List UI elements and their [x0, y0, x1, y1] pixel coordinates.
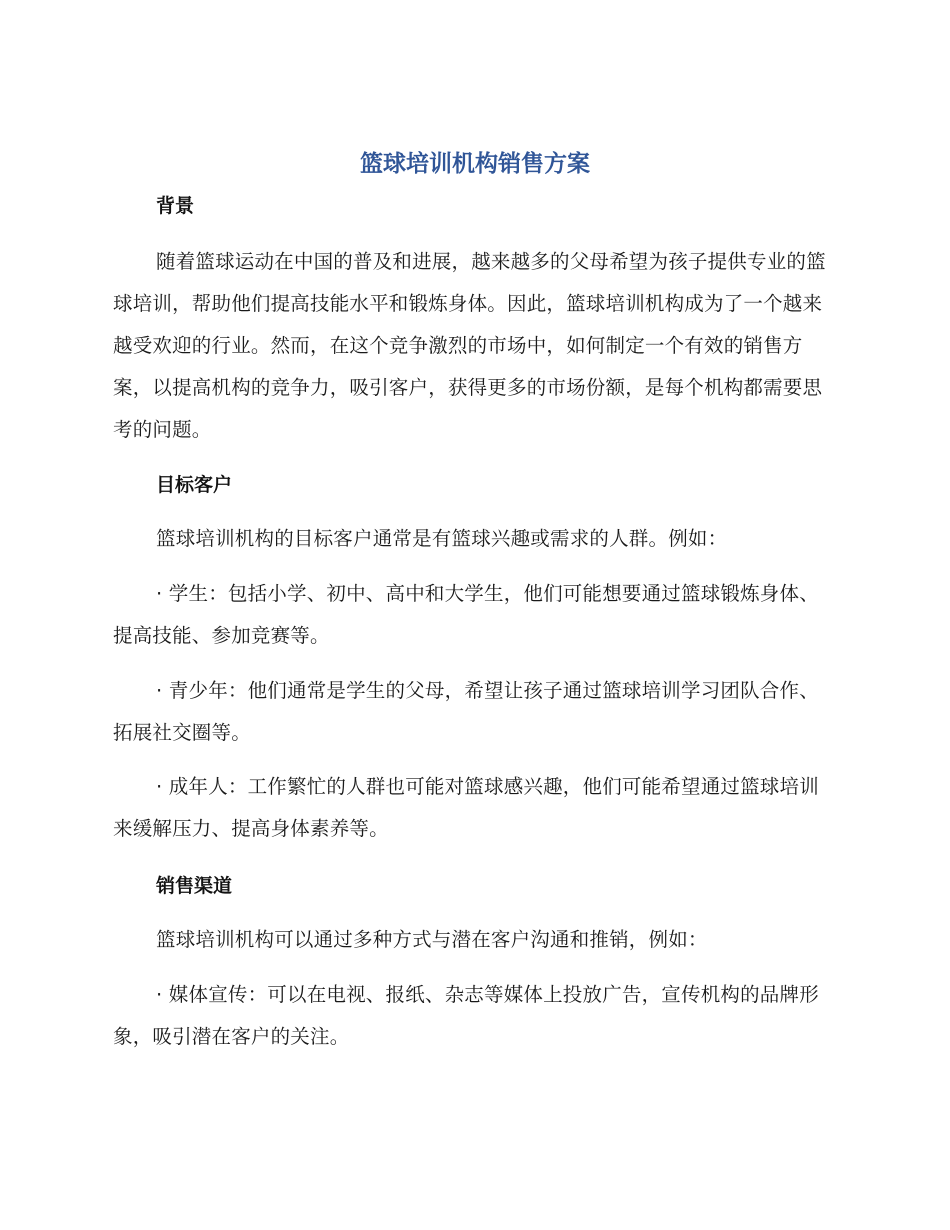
section-heading-background: 背景: [156, 195, 195, 217]
section-heading-sales-channels: 销售渠道: [156, 875, 233, 897]
section-heading-target-customers: 目标客户: [156, 474, 233, 496]
sales-channels-intro: 篮球培训机构可以通过多种方式与潜在客户沟通和推销，例如：: [156, 928, 708, 951]
document-title: 篮球培训机构销售方案: [360, 151, 590, 177]
background-paragraph: 随着篮球运动在中国的普及和进展，越来越多的父母希望为孩子提供专业的篮球培训，帮助他们提高技能水平和锻炼身体。因此，篮球培训机构成为了一个越来越受欢迎的行业。然而，在这个竞争激烈的市场中，如何制定一个有效的销售方案，以提高机构的竞争力，吸引客户，获得更多的市场份额，是每个机构都需要思考的问题。: [113, 250, 826, 441]
list-item: · 青少年：他们通常是学生的父母，希望让孩子通过篮球培训学习团队合作、拓展社交圈等。: [113, 679, 819, 744]
target-customers-intro: 篮球培训机构的目标客户通常是有篮球兴趣或需求的人群。例如：: [156, 527, 728, 550]
list-item: · 学生：包括小学、初中、高中和大学生，他们可能想要通过篮球锻炼身体、提高技能、参加竞赛等。: [113, 582, 819, 647]
list-item: · 媒体宣传：可以在电视、报纸、杂志等媒体上投放广告，宣传机构的品牌形象，吸引潜在客户的关注。: [113, 983, 819, 1048]
list-item: · 成年人：工作繁忙的人群也可能对篮球感兴趣，他们可能希望通过篮球培训来缓解压力、提高身体素养等。: [113, 775, 819, 840]
